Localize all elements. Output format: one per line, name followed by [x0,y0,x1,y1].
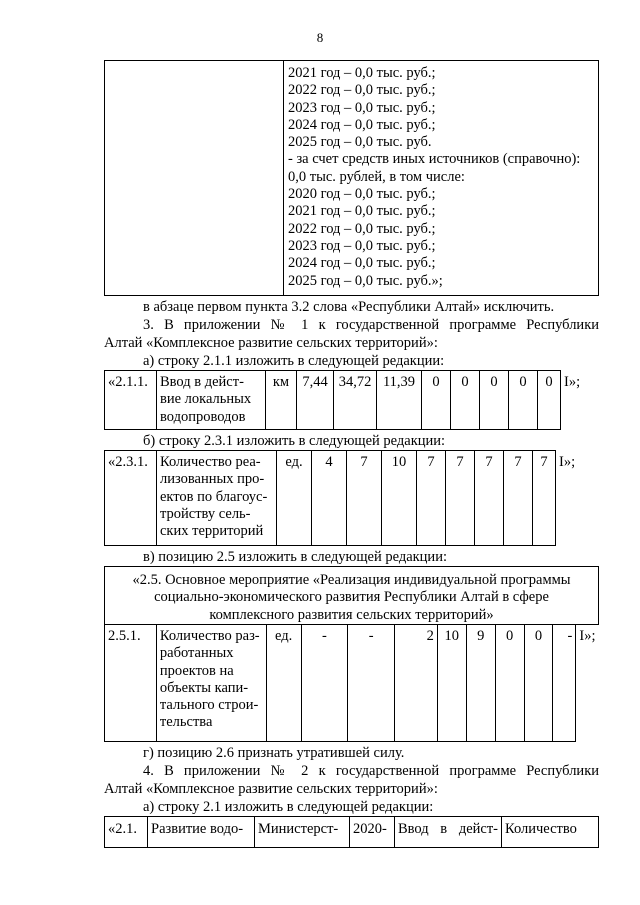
row-name-line: водопроводов [160,408,246,425]
funding-line: 2022 год – 0,0 тыс. руб.; [288,82,436,99]
header-line: социально-экономического развития Республики Алтай в сфере [154,589,549,606]
paragraph-p7-line2: Алтай «Комплексное развитие сельских территорий»: [104,781,438,797]
paragraph-p4: б) строку 2.3.1 изложить в следующей редакции: [143,433,446,449]
row-name-line: вие локальных [160,391,252,408]
row-value: 7 [446,451,475,546]
row-end: I»; [579,628,596,644]
funding-line: 2025 год – 0,0 тыс. руб. [288,134,432,151]
funding-line: 2025 год – 0,0 тыс. руб.»; [288,272,443,289]
row-name-line: тройству сель- [160,505,251,522]
funding-line: 2021 год – 0,0 тыс. руб.; [288,65,436,81]
row-value: - [348,625,395,742]
row-unit: ед. [277,451,312,546]
row-value: 0 [524,625,553,742]
row-unit: км [266,371,297,430]
funding-line: 2024 год – 0,0 тыс. руб.; [288,255,436,272]
row-name [156,625,266,742]
row-value: 7 [417,451,446,546]
row-name-line: объекты капи- [159,679,249,696]
row-name-line: лизованных про- [160,471,265,488]
row-value: 0 [509,371,538,430]
row-name-line: ектов по благоус- [160,488,268,505]
row-name-line: тального строи- [159,697,259,714]
row-number: 2.5.1. [105,625,157,742]
row-value: 0 [480,371,509,430]
row-value: - [553,625,576,742]
row-value: 7 [475,451,504,546]
row-end: I»; [564,373,581,390]
row-cell: Министерст- [255,817,350,848]
row-value: 7 [504,451,533,546]
funding-line: - за счет средств иных источников (справочно): [288,151,581,168]
funding-line: 2021 год – 0,0 тыс. руб.; [288,203,436,220]
row-value: 0 [422,371,451,430]
row-value: 7 [347,451,382,546]
row-name-line: проектов на [159,662,234,679]
row-value: 0 [451,371,480,430]
table-position-2-5 [104,566,599,742]
paragraph-p2-line2: Алтай «Комплексное развитие сельских территорий»: [104,335,438,351]
paragraph-p5: в) позицию 2.5 изложить в следующей редакции: [143,549,447,565]
row-value: 11,39 [377,371,422,430]
paragraph-p7-line1: 4. В приложении № 2 к государственной программе Республики [143,763,599,779]
funding-line: 2022 год – 0,0 тыс. руб.; [288,220,436,237]
funding-line: 0,0 тыс. рублей, в том числе: [288,168,465,185]
funding-line: 2020 год – 0,0 тыс. руб.; [288,186,436,203]
row-cell: Развитие водо- [148,817,255,848]
row-end: I»; [559,453,576,470]
funding-line: 2023 год – 0,0 тыс. руб.; [288,237,436,254]
row-value: 10 [382,451,417,546]
page-number: 8 [316,30,324,45]
funding-table [104,60,599,296]
header-line: «2.5. Основное мероприятие «Реализация индивидуальной программы [132,572,571,588]
table-row-2-1-1 [104,370,599,430]
paragraph-p3: а) строку 2.1.1 изложить в следующей редакции: [143,353,445,369]
paragraph-p8: а) строку 2.1 изложить в следующей редакции: [143,799,434,815]
paragraph-p6: г) позицию 2.6 признать утратившей силу. [143,745,405,761]
position-2-5-header [105,567,599,625]
funding-lines-cell [284,61,599,296]
row-cell: 2020- [350,817,395,848]
row-value: 4 [312,451,347,546]
row-name-line: работанных [159,645,234,662]
row-value: 9 [466,625,495,742]
row-value: 0 [495,625,524,742]
row-value: 34,72 [334,371,377,430]
row-name-line: ских территорий [160,523,264,540]
row-unit: ед. [266,625,301,742]
row-value: 0 [538,371,561,430]
row-name-line: Количество раз- [159,628,260,644]
row-value: 7,44 [297,371,334,430]
row-name-line: тельства [159,714,213,731]
row-cell: «2.1. [105,817,148,848]
row-value: 2 [395,625,438,742]
paragraph-p2-line1: 3. В приложении № 1 к государственной программе Республики [143,317,599,333]
row-value: 10 [437,625,466,742]
row-name [157,371,266,430]
funding-empty-cell [105,61,284,296]
row-cell: Ввод в дейст- [395,817,502,848]
row-value: - [301,625,348,742]
row-name [157,451,277,546]
funding-line: 2023 год – 0,0 тыс. руб.; [288,99,436,116]
row-value: 7 [533,451,556,546]
table-row-2-1 [104,816,599,848]
row-name-line: Количество реа- [160,454,261,470]
row-name-line: Ввод в дейст- [160,374,244,390]
row-cell: Количество [502,817,599,848]
table-row-2-3-1 [104,450,599,546]
row-number: «2.3.1. [105,451,157,546]
row-number: «2.1.1. [105,371,157,430]
header-line: комплексного развития сельских территорий» [209,606,494,623]
paragraph-p1: в абзаце первом пункта 3.2 слова «Республики Алтай» исключить. [143,299,555,315]
funding-line: 2024 год – 0,0 тыс. руб.; [288,116,436,133]
